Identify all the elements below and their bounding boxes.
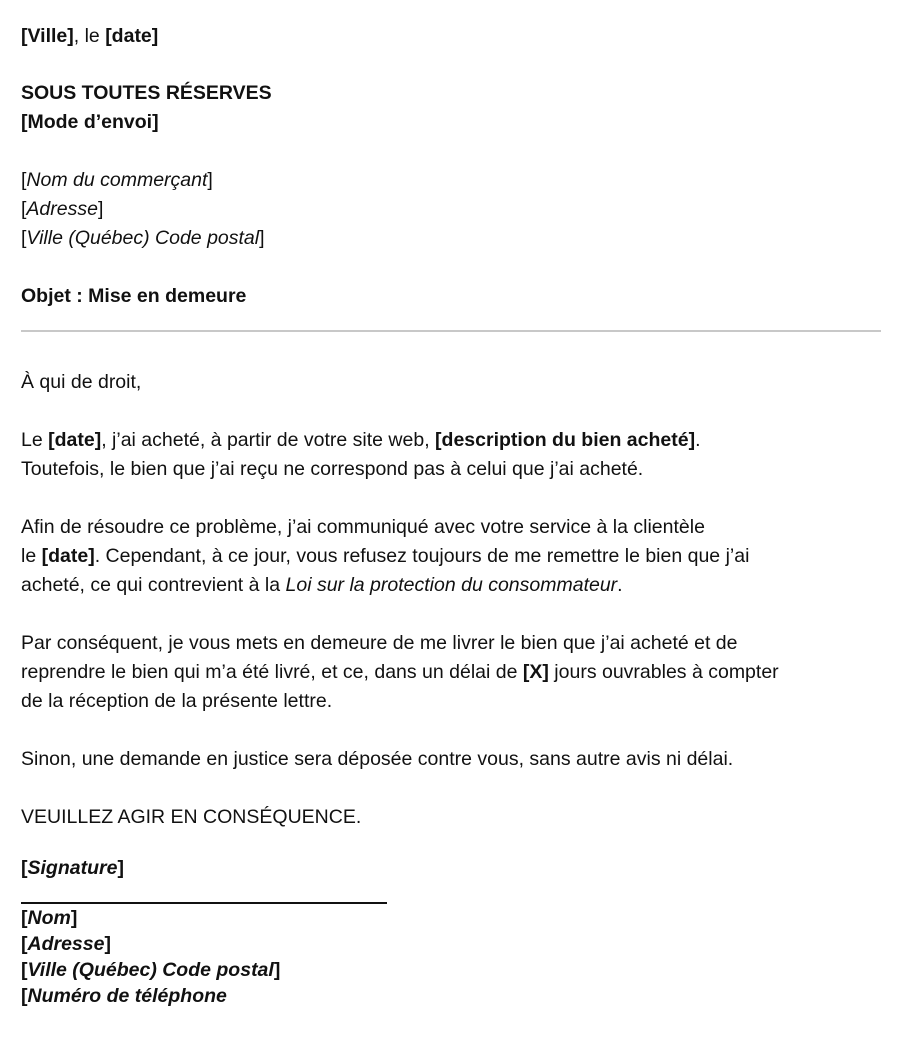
city-placeholder: [Ville]	[21, 25, 74, 47]
date-placeholder: [date]	[105, 25, 159, 47]
salutation: À qui de droit,	[21, 371, 142, 393]
paragraph-2-line-1: Afin de résoudre ce problème, j’ai communiqué avec votre service à la clientèle	[21, 516, 705, 538]
paragraph-3-line-2: reprendre le bien qui m’a été livré, et ce, dans un délai de [X] jours ouvrables à compter	[21, 661, 779, 683]
sender-phone: [Numéro de téléphone	[21, 985, 227, 1007]
le-text: , le	[73, 25, 106, 47]
paragraph-1-line-1: Le [date], j’ai acheté, à partir de votre site web, [description du bien acheté].	[21, 429, 701, 451]
paragraph-2-line-2: le [date]. Cependant, à ce jour, vous refusez toujours de me remettre le bien que j’ai	[21, 545, 750, 567]
paragraph-2-line-3: acheté, ce qui contrevient à la Loi sur la protection du consommateur.	[21, 574, 623, 596]
reserves-heading: SOUS TOUTES RÉSERVES	[21, 82, 272, 104]
signature-placeholder: [Signature]	[21, 857, 124, 879]
paragraph-4: Sinon, une demande en justice sera déposée contre vous, sans autre avis ni délai.	[21, 748, 734, 770]
law-title: Loi sur la protection du consommateur	[285, 574, 618, 596]
sender-city: [Ville (Québec) Code postal]	[21, 959, 281, 981]
paragraph-3-line-3: de la réception de la présente lettre.	[21, 690, 333, 712]
sender-address: [Adresse]	[21, 933, 111, 955]
divider	[21, 330, 881, 332]
city-date-line	[21, 24, 158, 48]
signature-line	[21, 902, 387, 904]
recipient-city: [Ville (Québec) Code postal]	[21, 227, 265, 249]
recipient-address: [Adresse]	[21, 198, 104, 220]
recipient-name: [Nom du commerçant]	[21, 169, 213, 191]
paragraph-3-line-1: Par conséquent, je vous mets en demeure de me livrer le bien que j’ai acheté et de	[21, 632, 738, 654]
subject-line: Objet : Mise en demeure	[21, 285, 247, 307]
sender-name: [Nom]	[21, 907, 78, 929]
closing: VEUILLEZ AGIR EN CONSÉQUENCE.	[21, 806, 362, 828]
paragraph-1-line-2: Toutefois, le bien que j’ai reçu ne correspond pas à celui que j’ai acheté.	[21, 458, 644, 480]
delivery-mode: [Mode d’envoi]	[21, 111, 159, 133]
